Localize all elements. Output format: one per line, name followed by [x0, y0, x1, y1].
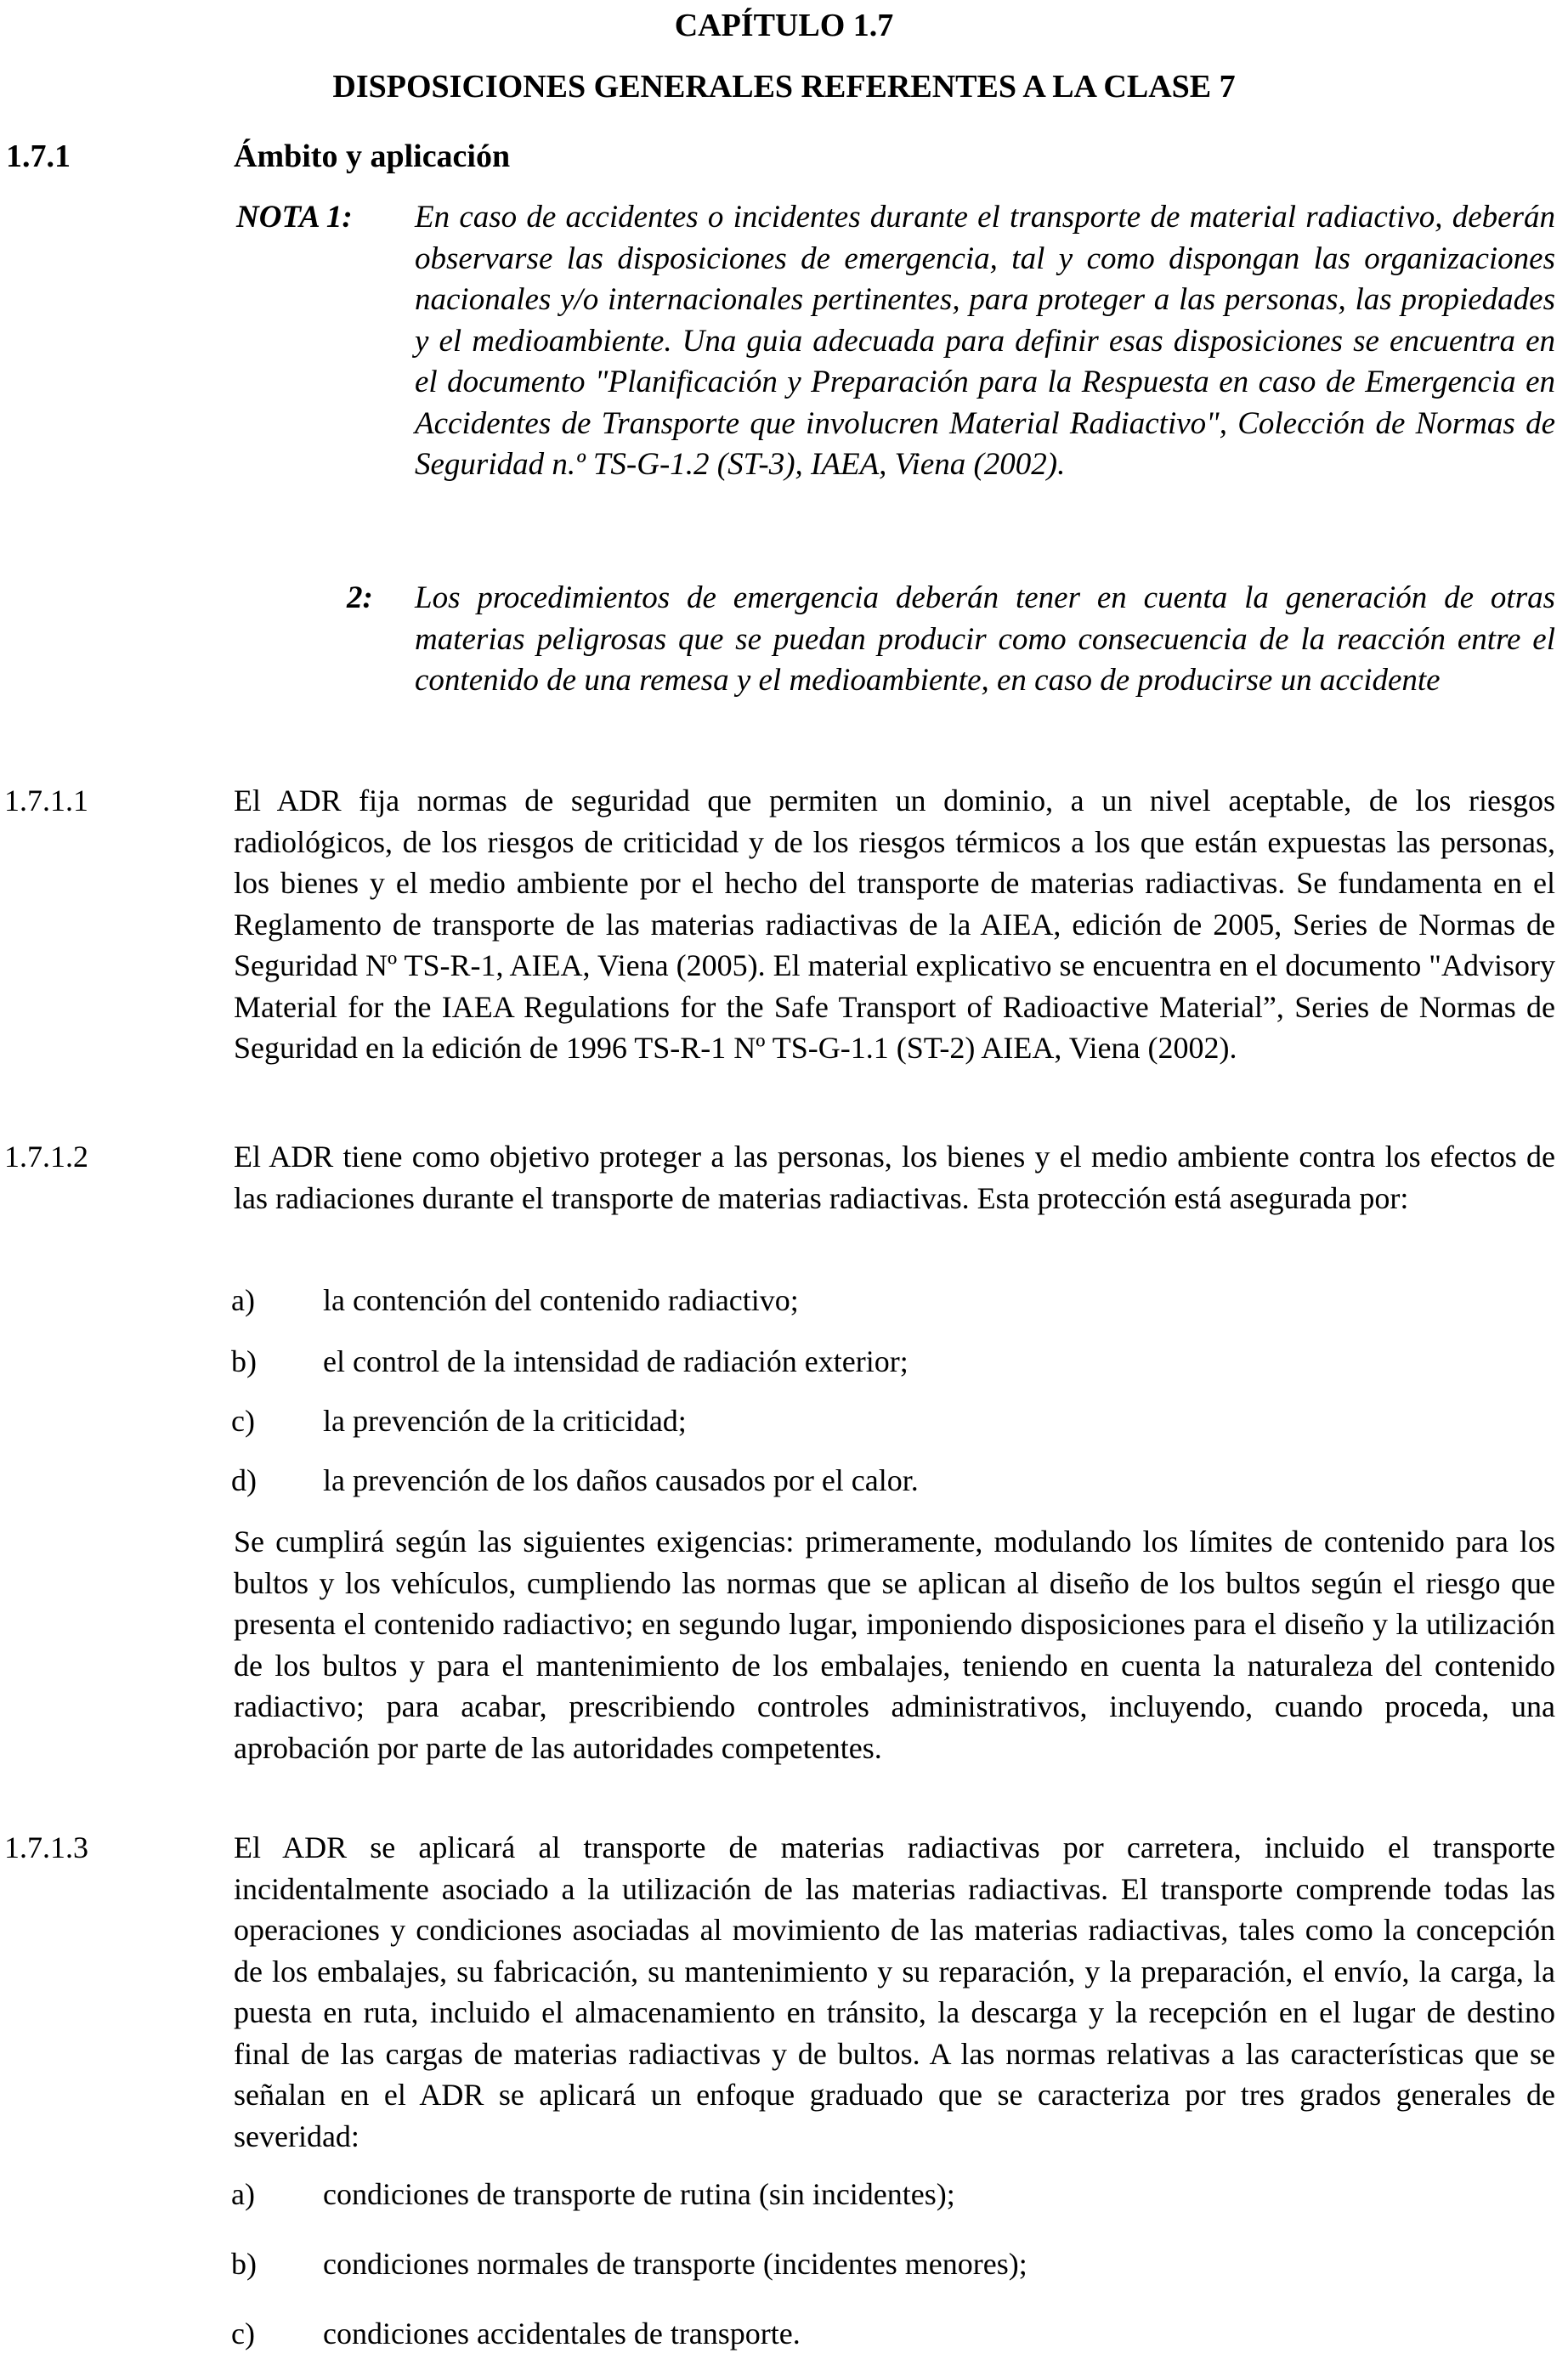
- paragraph-closing-1-7-1-2: Se cumplirá según las siguientes exigencias: primeramente, modulando los límites de contenido para los bultos y los vehículos, cumpliendo las normas que se aplican al diseño de los bultos según el riesgo que presenta el contenido radiactivo; en segundo lugar, imponiendo disposiciones para el diseño y la utilización de los bultos y para el mantenimiento de los embalajes, teniendo en cuenta la naturaleza del contenido radiactivo; para acabar, prescribiendo controles administrativos, incluyendo, cuando proceda, una aprobación por parte de las autoridades competentes.: [234, 1525, 1555, 1765]
- list-item-letter: c): [231, 1404, 255, 1438]
- list-item-letter: a): [231, 1283, 255, 1317]
- chapter-title: CAPÍTULO 1.7: [674, 8, 894, 43]
- paragraph-number-1-7-1-1: 1.7.1.1: [4, 784, 88, 817]
- paragraph-text-1-7-1-2: El ADR tiene como objetivo proteger a las personas, los bienes y el medio ambiente contra los efectos de las radiaciones durante el transporte de materias radiactivas. Esta protección está asegurada por:: [234, 1140, 1555, 1215]
- list-item-letter: c): [231, 2317, 255, 2351]
- chapter-subtitle: DISPOSICIONES GENERALES REFERENTES A LA CLASE 7: [332, 69, 1236, 105]
- paragraph-text-1-7-1-1: El ADR fija normas de seguridad que permiten un dominio, a un nivel aceptable, de los riesgos radiológicos, de los riesgos de criticidad y de los riesgos térmicos a los que están expuestas las personas, los bienes y el medio ambiente por el hecho del transporte de materias radiactivas. Se fundamenta en el Reglamento de transporte de las materias radiactivas de la AIEA, edición de 2005, Series de Normas de Seguridad Nº TS-R-1, AIEA, Viena (2005). El material explicativo se encuentra en el documento "Advisory Material for the IAEA Regulations for the Safe Transport of Radioactive Material”, Series de Normas de Seguridad en la edición de 1996 TS-R-1 Nº TS-G-1.1 (ST-2) AIEA, Viena (2002).: [234, 784, 1555, 1065]
- list-item-text: condiciones normales de transporte (incidentes menores);: [323, 2247, 1027, 2281]
- note-1-label: NOTA 1:: [236, 200, 353, 235]
- note-1-text: En caso de accidentes o incidentes durante el transporte de material radiactivo, deberán observarse las disposiciones de emergencia, tal y como dispongan las organizaciones nacionales y/o internacionales pertinentes, para proteger a las personas, las propiedades y el medioambiente. Una guia adecuada para definir esas disposiciones se encuentra en el documento "Planificación y Preparación para la Respuesta en caso de Emergencia en Accidentes de Transporte que involucren Material Radiactivo", Colección de Normas de Seguridad n.º TS-G-1.2 (ST-3), IAEA, Viena (2002).: [415, 200, 1555, 482]
- section-title: Ámbito y aplicación: [234, 139, 511, 174]
- section-number: 1.7.1: [6, 139, 71, 174]
- list-item-letter: a): [231, 2177, 255, 2211]
- note-2-text: Los procedimientos de emergencia deberán tener en cuenta la generación de otras materias peligrosas que se puedan producir como consecuencia de la reacción entre el contenido de una remesa y el medioambiente, en caso de producirse un accidente: [415, 580, 1555, 698]
- paragraph-number-1-7-1-3: 1.7.1.3: [4, 1830, 88, 1864]
- note-2-label: 2:: [347, 580, 373, 615]
- paragraph-text-1-7-1-3: El ADR se aplicará al transporte de materias radiactivas por carretera, incluido el transporte incidentalmente asociado a la utilización de las materias radiactivas. El transporte comprende todas las operaciones y condiciones asociadas al movimiento de las materias radiactivas, tales como la concepción de los embalajes, su fabricación, su mantenimiento y su reparación, y la preparación, el envío, la carga, la puesta en ruta, incluido el almacenamiento en tránsito, la descarga y la recepción en el lugar de destino final de las cargas de materias radiactivas y de bultos. A las normas relativas a las características que se señalan en el ADR se aplicará un enfoque graduado que se caracteriza por tres grados generales de severidad:: [234, 1830, 1555, 2153]
- list-item-letter: b): [231, 2247, 257, 2281]
- list-item-text: la prevención de la criticidad;: [323, 1404, 687, 1438]
- list-item-letter: b): [231, 1344, 257, 1378]
- list-item-text: la prevención de los daños causados por el calor.: [323, 1463, 919, 1497]
- list-item-text: condiciones accidentales de transporte.: [323, 2317, 801, 2351]
- list-item-letter: d): [231, 1463, 257, 1497]
- list-item-text: el control de la intensidad de radiación exterior;: [323, 1344, 909, 1378]
- paragraph-number-1-7-1-2: 1.7.1.2: [4, 1140, 88, 1174]
- list-item-text: condiciones de transporte de rutina (sin incidentes);: [323, 2177, 955, 2211]
- list-item-text: la contención del contenido radiactivo;: [323, 1283, 799, 1317]
